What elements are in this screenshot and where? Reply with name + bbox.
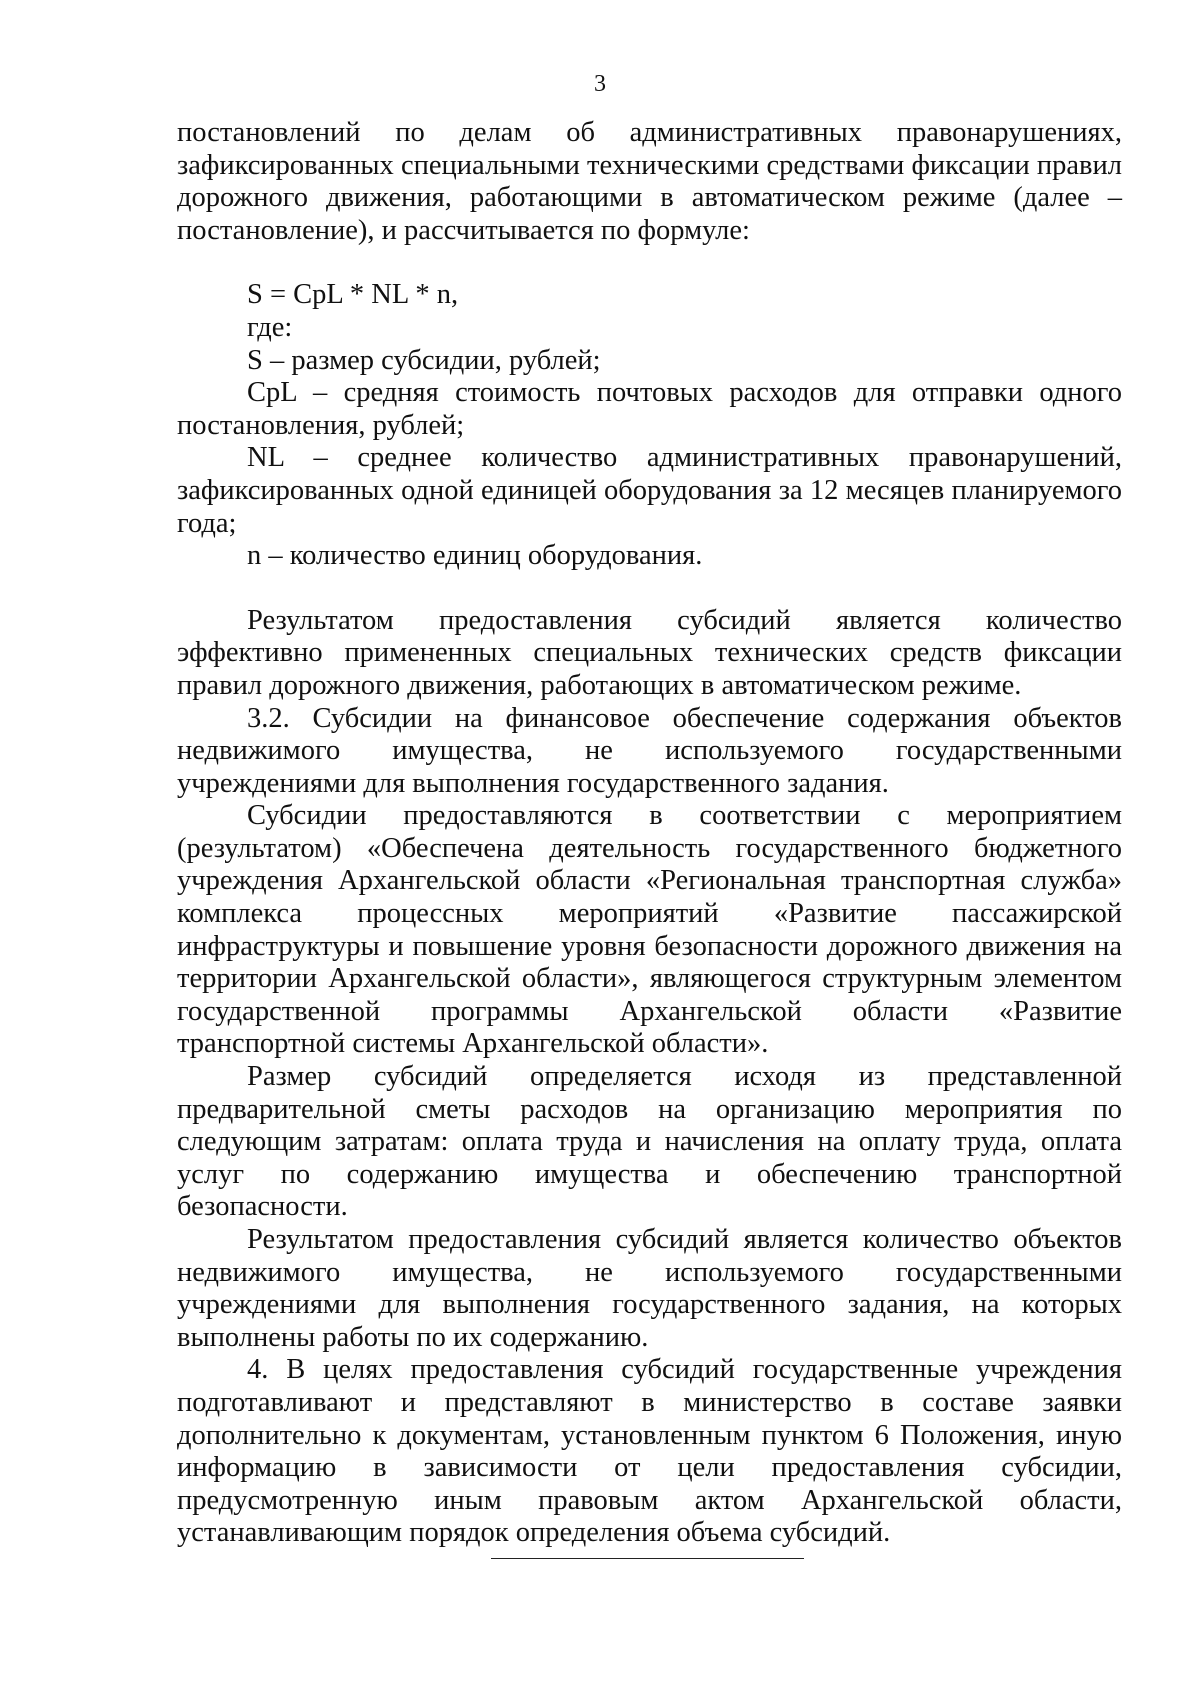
paragraph-subsidies-provided: Субсидии предоставляются в соответствии с мероприятием (результатом) «Обеспечена деятельность государственного бюджетного учреждения Архангельской области «Региональная транспортная служба» комплекса процессных мероприятий «Развитие пассажирской инфраструктуры и повышение уровня безопасности дорожного движения на территории Архангельской области», являющегося структурным элементом государственной программы Архангельской области «Развитие транспортной системы Архангельской области». <box>177 800 1122 1060</box>
paragraph-section-4: 4. В целях предоставления субсидий государственные учреждения подготавливают и представляют в министерство в составе заявки дополнительно к документам, установленным пунктом 6 Положения, иную информацию в зависимости от цели предоставления субсидии, предусмотренную иным правовым актом Архангельской области, устанавливающим порядок определения объема субсидий. <box>177 1354 1122 1549</box>
paragraph-result-2: Результатом предоставления субсидий является количество объектов недвижимого имущества, не используемого государственными учреждениями для выполнения государственного задания, на которых выполнены работы по их содержанию. <box>177 1224 1122 1353</box>
spacer <box>177 573 1122 605</box>
document-body <box>177 117 1122 1550</box>
formula: S = CpL * NL * n, <box>247 279 459 311</box>
formula-term-n: n – количество единиц оборудования. <box>247 540 703 572</box>
spacer <box>177 247 1122 279</box>
formula-where: где: <box>247 311 293 343</box>
paragraph-result-1: Результатом предоставления субсидий является количество эффективно примененных специальных технических средств фиксации правил дорожного движения, работающих в автоматическом режиме. <box>177 604 1122 701</box>
page-number: 3 <box>594 71 606 97</box>
formula-term-s: S – размер субсидии, рублей; <box>247 344 601 376</box>
closing-divider <box>491 1558 804 1559</box>
paragraph-subsidy-size: Размер субсидий определяется исходя из представленной предварительной сметы расходов на организацию мероприятия по следующим затратам: оплата труда и начисления на оплату труда, оплата услуг по содержанию имущества и обеспечению транспортной безопасности. <box>177 1061 1122 1223</box>
paragraph-continuation: постановлений по делам об административных правонарушениях, зафиксированных специальными техническими средствами фиксации правил дорожного движения, работающими в автоматическом режиме (далее – постановление), и рассчитывается по формуле: <box>177 117 1122 246</box>
formula-term-nl: NL – среднее количество административных правонарушений, зафиксированных одной единицей оборудования за 12 месяцев планируемого года; <box>177 442 1122 539</box>
formula-term-cpl: CpL – средняя стоимость почтовых расходов для отправки одного постановления, рублей; <box>177 377 1122 441</box>
paragraph-section-3-2: 3.2. Субсидии на финансовое обеспечение содержания объектов недвижимого имущества, не используемого государственными учреждениями для выполнения государственного задания. <box>177 702 1122 799</box>
